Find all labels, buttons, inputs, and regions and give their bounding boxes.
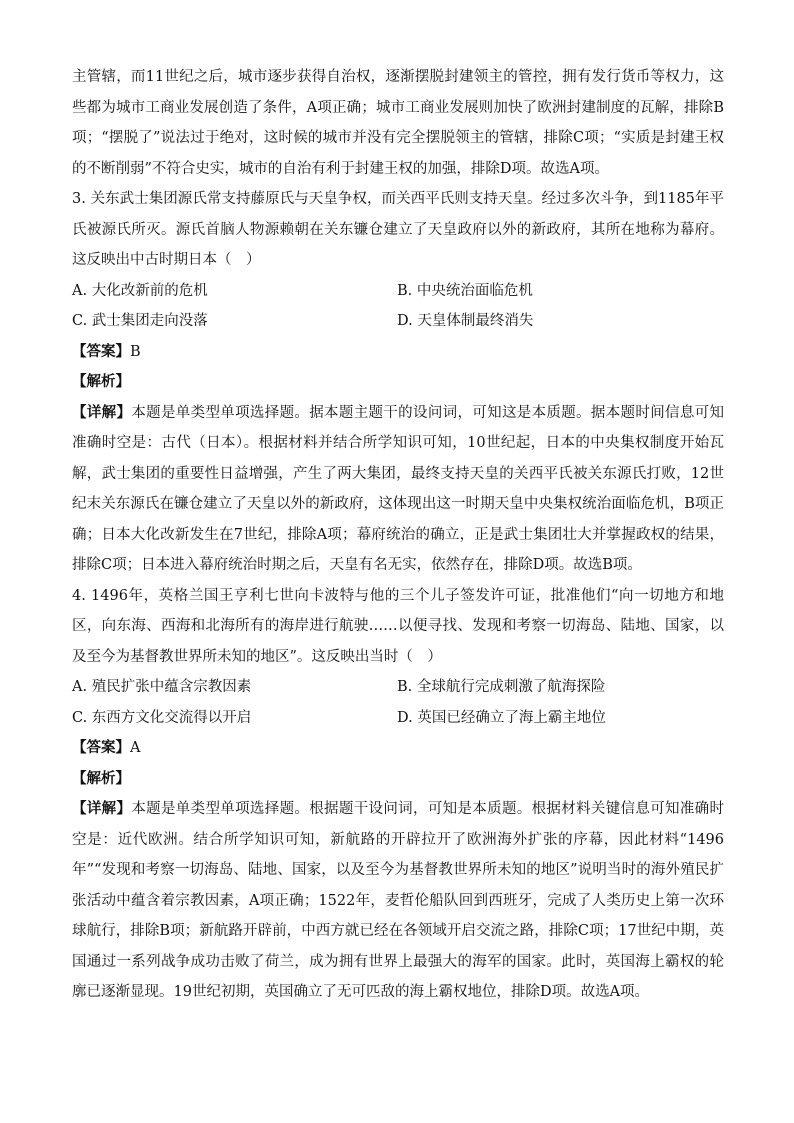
question-4-answer — [72, 733, 724, 764]
answer-label: 【答案】 — [72, 342, 130, 360]
analysis-label: 【解析】 — [72, 769, 130, 787]
answer-value: B — [130, 343, 141, 360]
question-4-option-b: B. 全球航行完成刺激了航海探险 — [397, 679, 606, 695]
question-4-options — [72, 672, 724, 733]
document-page — [72, 62, 724, 1008]
question-3-answer — [72, 337, 724, 368]
question-3-analysis-label — [72, 367, 724, 398]
question-4-analysis-label — [72, 764, 724, 795]
detail-text: 本题是单类型单项选择题。根据题干设问词，可知是本质题。根据材料关键信息可知准确时空是：近代欧洲。结合所学知识可知，新航路的开辟拉开了欧洲海外扩张的序幕，因此材料“1496年”“发现和考察一切海岛、陆地、国家，以及至今为基督教世界所未知的地区”说明当时的海外殖民扩张活动中蕴含着宗教因素，A项正确；1522年，麦哲伦船队回到西班牙，完成了人类历史上第一次环球航行，排除B项；新航路开辟前，中西方就已经在各领域开启交流之路，排除C项；17世纪中期，英国通过一系列战争成功击败了荷兰，成为拥有世界上最强大的海军的国家。此时，英国海上霸权的轮廓已逐渐显现。19世纪初期，英国确立了无可匹敌的海上霸权地位，排除D项。故选A项。 — [72, 801, 725, 1000]
question-4-detail — [72, 794, 724, 1008]
detail-label: 【详解】 — [72, 800, 132, 817]
question-3-option-b: B. 中央统治面临危机 — [397, 282, 533, 299]
answer-value: A — [130, 740, 141, 756]
answer-label: 【答案】 — [72, 739, 130, 756]
analysis-label: 【解析】 — [72, 373, 130, 390]
detail-text: 本题是单类型单项选择题。据本题主题干的设问词，可知这是本质题。据本题时间信息可知准确时空是：古代（日本）。根据材料并结合所学知识可知，10世纪起，日本的中央集权制度开始瓦解，武士集团的重要性日益增强，产生了两大集团，最终支持天皇的关西平氏被关东源氏打败，12世纪末关东源氏在镰仓建立了天皇以外的新政府，这体现出这一时期天皇中央集权统治面临危机，B项正确；日本大化改新发生在7世纪，排除A项；幕府统治的确立，正是武士集团壮大并掌握政权的结果，排除C项；日本进入幕府统治时期之后，天皇有名无实，依然存在，排除D项。故选B项。 — [72, 404, 725, 573]
question-3-option-a: A. 大化改新前的危机 — [72, 282, 208, 299]
question-3-detail — [72, 398, 724, 581]
question-4-option-a: A. 殖民扩张中蕴含宗教因素 — [72, 679, 252, 695]
question-3-option-d: D. 天皇体制最终消失 — [397, 313, 534, 329]
detail-label: 【详解】 — [72, 403, 132, 421]
continued-explanation: 主管辖，而11世纪之后，城市逐步获得自治权，逐渐摆脱封建领主的管控，拥有发行货币等权力，这些都为城市工商业发展创造了条件，A项正确；城市工商业发展则加快了欧洲封建制度的瓦解，排除B项；“摆脱了”说法过于绝对，这时候的城市并没有完全摆脱领主的管辖，排除C项；“实质是封建王权的不断削弱”不符合史实，城市的自治有利于封建王权的加强，排除D项。故选A项。 — [72, 69, 724, 177]
question-4-stem: 4. 1496年，英格兰国王亨利七世向卡波特与他的三个儿子签发许可证，批准他们“向一切地方和地区，向东海、西海和北海所有的海岸进行航驶……以便寻找、发现和考察一切海岛、陆地、国家，以及至今为基督教世界所未知的地区”。这反映出当时（ ） — [72, 587, 724, 665]
question-3-options — [72, 276, 724, 337]
question-4-option-d: D. 英国已经确立了海上霸主地位 — [397, 709, 606, 726]
question-3-stem: 3. 关东武士集团源氏常支持藤原氏与天皇争权，而关西平氏则支持天皇。经过多次斗争，到1185年平氏被源氏所灭。源氏首脑人物源赖朝在关东镰仓建立了天皇政府以外的新政府，其所在地称为幕府。这反映出中古时期日本（ ） — [72, 191, 724, 268]
question-4-option-c: C. 东西方文化交流得以开启 — [72, 709, 252, 726]
question-3-option-c: C. 武士集团走向没落 — [72, 313, 208, 329]
